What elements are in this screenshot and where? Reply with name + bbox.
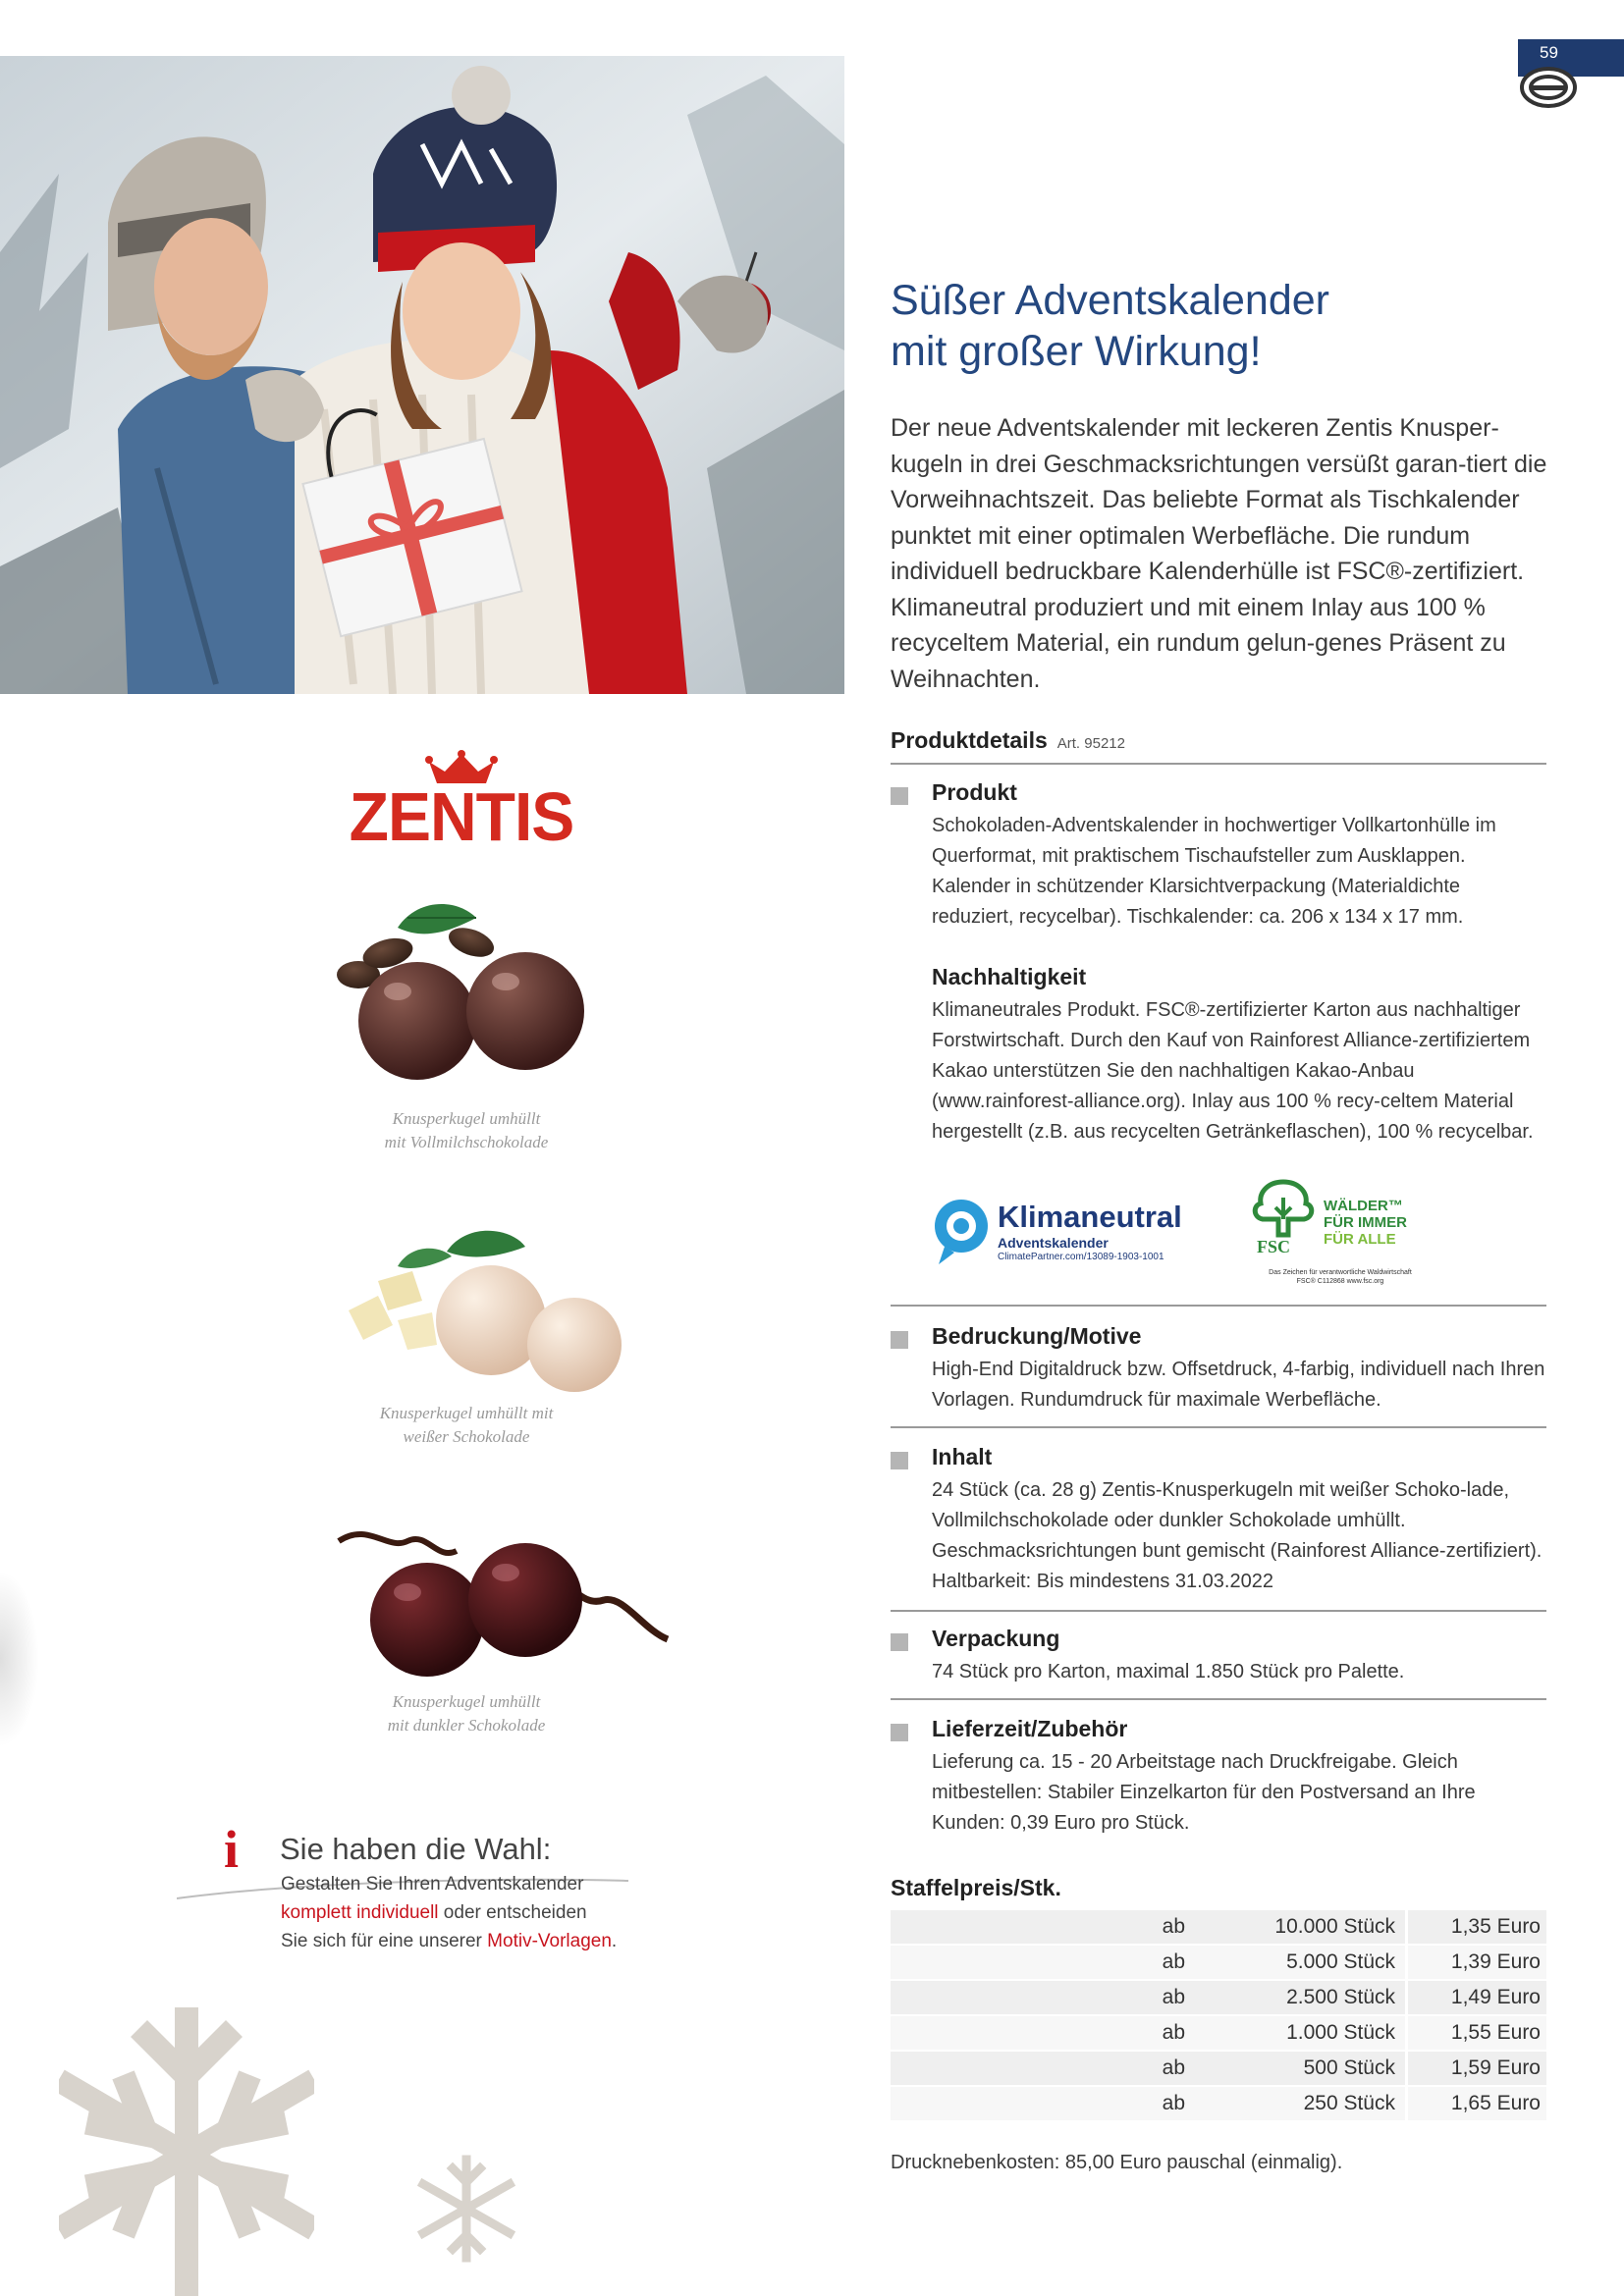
fsc-slogan [1324, 1198, 1407, 1248]
caption-line: mit Vollmilchschokolade [384, 1133, 549, 1151]
fsc-fineprint-line-2: FSC® C112868 www.fsc.org [1296, 1278, 1384, 1285]
fsc-tree-icon [1249, 1178, 1318, 1239]
cell-price: 1,49 Euro [1405, 1981, 1546, 2014]
cell-quantity: 10.000 Stück [1191, 1910, 1405, 1944]
cell-quantity: 1.000 Stück [1191, 2016, 1405, 2050]
section-title: Bedruckung/Motive [932, 1323, 1142, 1349]
caption-line: Knusperkugel umhüllt [392, 1692, 541, 1711]
intro-paragraph: Der neue Adventskalender mit leckeren Zentis Knusper-kugeln in drei Geschmacksrichtungen versüßt garan-tiert die Vorweihnachtszeit. Das beliebte Format als Tischkalender punktet mit einer optimalen Werbefläche. Die rundum individuell bedruckbare Kalenderhülle ist FSC®-zertifiziert. Klimaneutral produziert und mit einem Inlay aus 100 % recyceltem Material, ein rundum gelun-genes Präsent zu Weihnachten. [891, 414, 1547, 693]
climate-partner-icon [931, 1196, 992, 1268]
page-number: 59 [1540, 43, 1558, 62]
cell-ab: ab [891, 1946, 1191, 1979]
fsc-logo [1247, 1178, 1434, 1286]
white-chocolate-balls-image [339, 1222, 623, 1409]
choice-line-3 [281, 1927, 674, 1955]
caption-line: mit dunkler Schokolade [387, 1716, 546, 1735]
choice-title: Sie haben die Wahl: [280, 1832, 552, 1866]
bullet-square-icon [891, 1452, 908, 1469]
snowflake-large-icon [59, 2007, 314, 2296]
bullet-square-icon [891, 1724, 908, 1741]
cell-ab: ab [891, 1910, 1191, 1944]
klimaneutral-logo [931, 1196, 1235, 1268]
cell-quantity: 250 Stück [1191, 2087, 1405, 2120]
divider [891, 1305, 1546, 1307]
highlight-individuell: komplett individuell [281, 1902, 439, 1923]
section-text: Lieferung ca. 15 - 20 Arbeitstage nach Druckfreigabe. Gleich mitbestellen: Stabiler Einzelkarton für den Postversand an Ihre Kunden: 0,39 Euro pro Stück. [932, 1751, 1476, 1834]
bullet-square-icon [891, 1331, 908, 1349]
divider [891, 1610, 1546, 1612]
section-text: High-End Digitaldruck bzw. Offsetdruck, 4-farbig, individuell nach Ihren Vorlagen. Rundumdruck für maximale Werbefläche. [932, 1359, 1545, 1411]
publisher-logo-icon [1519, 65, 1578, 110]
section-text: 24 Stück (ca. 28 g) Zentis-Knusperkugeln mit weißer Schoko-lade, Vollmilchschokolade oder dunkler Schokolade umhüllt. Geschmacksrichtungen bunt gemischt (Rainforest Alliance-zertifiziert). Haltbarkeit: Bis mindestens 31.03.2022 [932, 1479, 1543, 1592]
page-title-line-2: mit großer Wirkung! [891, 328, 1262, 375]
caption-line: Knusperkugel umhüllt [392, 1109, 541, 1128]
price-table [891, 1908, 1546, 2122]
cell-price: 1,55 Euro [1405, 2016, 1546, 2050]
cell-quantity: 2.500 Stück [1191, 1981, 1405, 2014]
cell-ab: ab [891, 1981, 1191, 2014]
cell-price: 1,59 Euro [1405, 2052, 1546, 2085]
section-text: Schokoladen-Adventskalender in hochwertiger Vollkartonhülle im Querformat, mit praktischem Tischaufsteller zum Ausklappen. Kalender in schützender Klarsichtverpackung (Materialdichte reduziert, recycelbar). Tischkalender: ca. 206 x 134 x 17 mm. [932, 815, 1496, 928]
table-row [891, 1946, 1546, 1979]
fsc-label: FSC [1257, 1237, 1291, 1256]
cell-ab: ab [891, 2087, 1191, 2120]
section-text: 74 Stück pro Karton, maximal 1.850 Stück pro Palette. [932, 1661, 1405, 1682]
page-title-line-1: Süßer Adventskalender [891, 277, 1329, 324]
bullet-square-icon [891, 1633, 908, 1651]
cell-quantity: 500 Stück [1191, 2052, 1405, 2085]
cell-price: 1,39 Euro [1405, 1946, 1546, 1979]
section-text: Klimaneutrales Produkt. FSC®-zertifizierter Karton aus nachhaltiger Forstwirtschaft. Durch den Kauf von Rainforest Alliance-zertifiziertem Kakao unterstützen Sie den nachhaltigen Kakao-Anbau (www.rainforest-alliance.org). Inlay aus 100 % recy-celtem Material hergestellt (z.B. aus recycelten Getränkeflaschen), 100 % recycelbar. [932, 999, 1534, 1143]
highlight-motiv: Motiv-Vorlagen [487, 1931, 612, 1951]
choice-text [281, 1870, 674, 1955]
caption-white [344, 1402, 589, 1449]
hero-photo [0, 56, 844, 694]
klimaneutral-title: Klimaneutral [998, 1200, 1182, 1234]
article-number: Art. 95212 [1056, 735, 1125, 752]
table-row [891, 1981, 1546, 2014]
zentis-wordmark: ZENTIS [349, 778, 574, 855]
choice-line-1: Gestalten Sie Ihren Adventskalender [281, 1874, 584, 1895]
fsc-slogan-line-1: WÄLDER™ [1324, 1198, 1403, 1214]
fsc-slogan-line-2: FÜR IMMER [1324, 1214, 1407, 1231]
zentis-logo [339, 750, 584, 868]
klimaneutral-url: ClimatePartner.com/13089-1903-1001 [998, 1252, 1164, 1262]
choice-line-2-rest: oder entscheiden [438, 1902, 587, 1923]
snowflake-small-icon [417, 2155, 515, 2263]
choice-line-3-end: . [611, 1931, 618, 1951]
caption-line: Knusperkugel umhüllt mit [379, 1404, 554, 1422]
fsc-slogan-line-3: FÜR ALLE [1324, 1231, 1396, 1248]
fsc-fineprint [1247, 1268, 1434, 1286]
print-costs-note: Drucknebenkosten: 85,00 Euro pauschal (einmalig). [891, 2152, 1343, 2173]
section-title: Produkt [932, 779, 1017, 805]
table-row [891, 2016, 1546, 2050]
product-details-title: Produktdetails [891, 727, 1048, 753]
caption-line: weißer Schokolade [403, 1427, 530, 1446]
klimaneutral-subtitle: Adventskalender [998, 1235, 1109, 1251]
fsc-fineprint-line-1: Das Zeichen für verantwortliche Waldwirtschaft [1269, 1269, 1412, 1276]
cell-price: 1,65 Euro [1405, 2087, 1546, 2120]
price-table-title: Staffelpreis/Stk. [891, 1875, 1061, 1900]
cell-quantity: 5.000 Stück [1191, 1946, 1405, 1979]
caption-milk [344, 1107, 589, 1154]
section-title: Verpackung [932, 1626, 1060, 1651]
table-row [891, 1910, 1546, 1944]
section-title: Lieferzeit/Zubehör [932, 1716, 1128, 1741]
section-title: Nachhaltigkeit [932, 964, 1087, 989]
divider [891, 1426, 1546, 1428]
choice-line-2 [281, 1898, 674, 1927]
product-details-header [891, 727, 1546, 765]
divider [891, 1698, 1546, 1700]
table-row [891, 2052, 1546, 2085]
table-row [891, 2087, 1546, 2120]
page-title [891, 275, 1578, 377]
milk-chocolate-balls-image [329, 888, 594, 1085]
cell-ab: ab [891, 2016, 1191, 2050]
section-title: Inhalt [932, 1444, 993, 1469]
cell-price: 1,35 Euro [1405, 1910, 1546, 1944]
dark-chocolate-balls-image [329, 1522, 682, 1688]
bullet-square-icon [891, 787, 908, 805]
edge-shadow [0, 1571, 39, 1747]
caption-dark [344, 1690, 589, 1737]
info-icon: i [224, 1820, 240, 1879]
cell-ab: ab [891, 2052, 1191, 2085]
choice-line-3-start: Sie sich für eine unserer [281, 1931, 488, 1951]
